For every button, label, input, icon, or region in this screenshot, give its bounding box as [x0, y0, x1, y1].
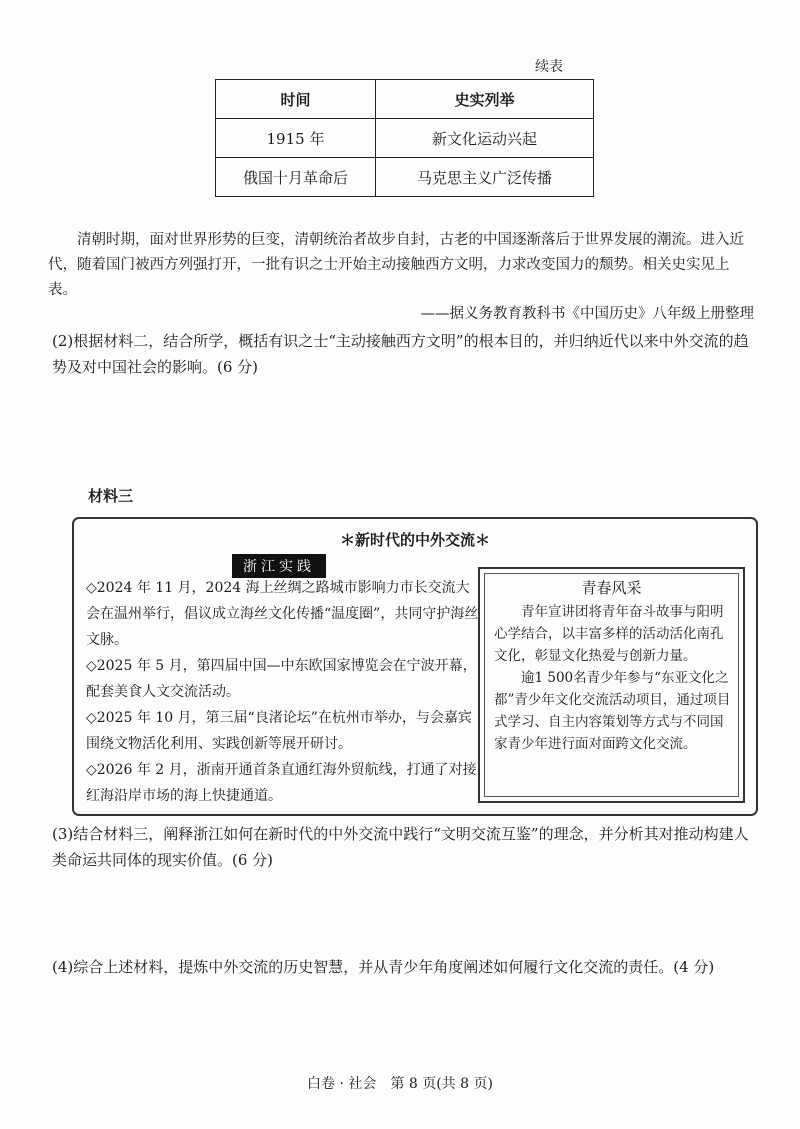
material2-intro-paragraph: 清朝时期，面对世界形势的巨变，清朝统治者故步自封，古老的中国逐渐落后于世界发展的潮流。进入近代，随着国门被西方列强打开，一批有识之士开始主动接触西方文明，力求改变国力的颓势。相关史实见上表。	[48, 232, 744, 298]
table-row	[216, 158, 594, 197]
question-2: (2)根据材料二，结合所学，概括有识之士“主动接触西方文明”的根本目的，并归纳近代以来中外交流的趋势及对中国社会的影响。(6 分)	[52, 332, 749, 376]
zhejiang-practice-badge: 浙江实践	[232, 554, 326, 578]
question-4: (4)综合上述材料，提炼中外交流的历史智慧，并从青少年角度阐述如何履行文化交流的责任。(4 分)	[52, 958, 715, 976]
page-footer: 白卷 · 社会 第 8 页(共 8 页)	[307, 1076, 493, 1092]
youth-style-box	[478, 567, 745, 803]
list-item: ◇2024 年 11 月，2024 海上丝绸之路城市影响力市长交流大会在温州举行，倡议成立海丝文化传播“温度圈”，共同守护海丝文脉。	[86, 580, 479, 648]
table-cell-time: 1915 年	[216, 119, 376, 158]
youth-style-text	[494, 601, 734, 755]
list-item: ◇2025 年 10 月，第三届“良渚论坛”在杭州市举办，与会嘉宾围绕文物活化利用、实践创新等展开研讨。	[86, 710, 472, 752]
list-item: ◇2025 年 5 月，第四届中国—中东欧国家博览会在宁波开幕，配套美食人文交流活动。	[86, 658, 477, 700]
table-cell-time: 俄国十月革命后	[216, 158, 376, 197]
youth-style-title: 青春风采	[581, 579, 642, 597]
material3-box-title: ＊新时代的中外交流＊	[339, 531, 490, 549]
table-cell-fact: 新文化运动兴起	[376, 119, 594, 158]
table-header-row	[216, 80, 594, 119]
table-cell-fact: 马克思主义广泛传播	[376, 158, 594, 197]
question-3: (3)结合材料三，阐释浙江如何在新时代的中外交流中践行“文明交流互鉴”的理念，并分析其对推动构建人类命运共同体的现实价值。(6 分)	[52, 825, 749, 869]
material2-source: ——据义务教育教科书《中国历史》八年级上册整理	[420, 306, 754, 322]
material3-label: 材料三	[88, 487, 134, 505]
youth-paragraph: 青年宣讲团将青年奋斗故事与阳明心学结合，以丰富多样的活动活化南孔文化，彰显文化热爱与创新力量。	[494, 604, 724, 664]
history-facts-table	[215, 79, 594, 197]
zhejiang-practice-list	[86, 575, 480, 809]
youth-paragraph: 逾1 500名青少年参与“东亚文化之都”青少年文化交流活动项目，通过项目式学习、自主内容策划等方式与不同国家青少年进行面对面跨文化交流。	[494, 670, 731, 752]
material3-box	[72, 517, 758, 816]
table-row	[216, 119, 594, 158]
table-header-time: 时间	[216, 80, 376, 119]
list-item: ◇2026 年 2 月，浙南开通首条直通红海外贸航线，打通了对接红海沿岸市场的海上快捷通道。	[86, 762, 477, 804]
table-continued-label: 续表	[535, 59, 563, 75]
table-header-facts: 史实列举	[376, 80, 594, 119]
